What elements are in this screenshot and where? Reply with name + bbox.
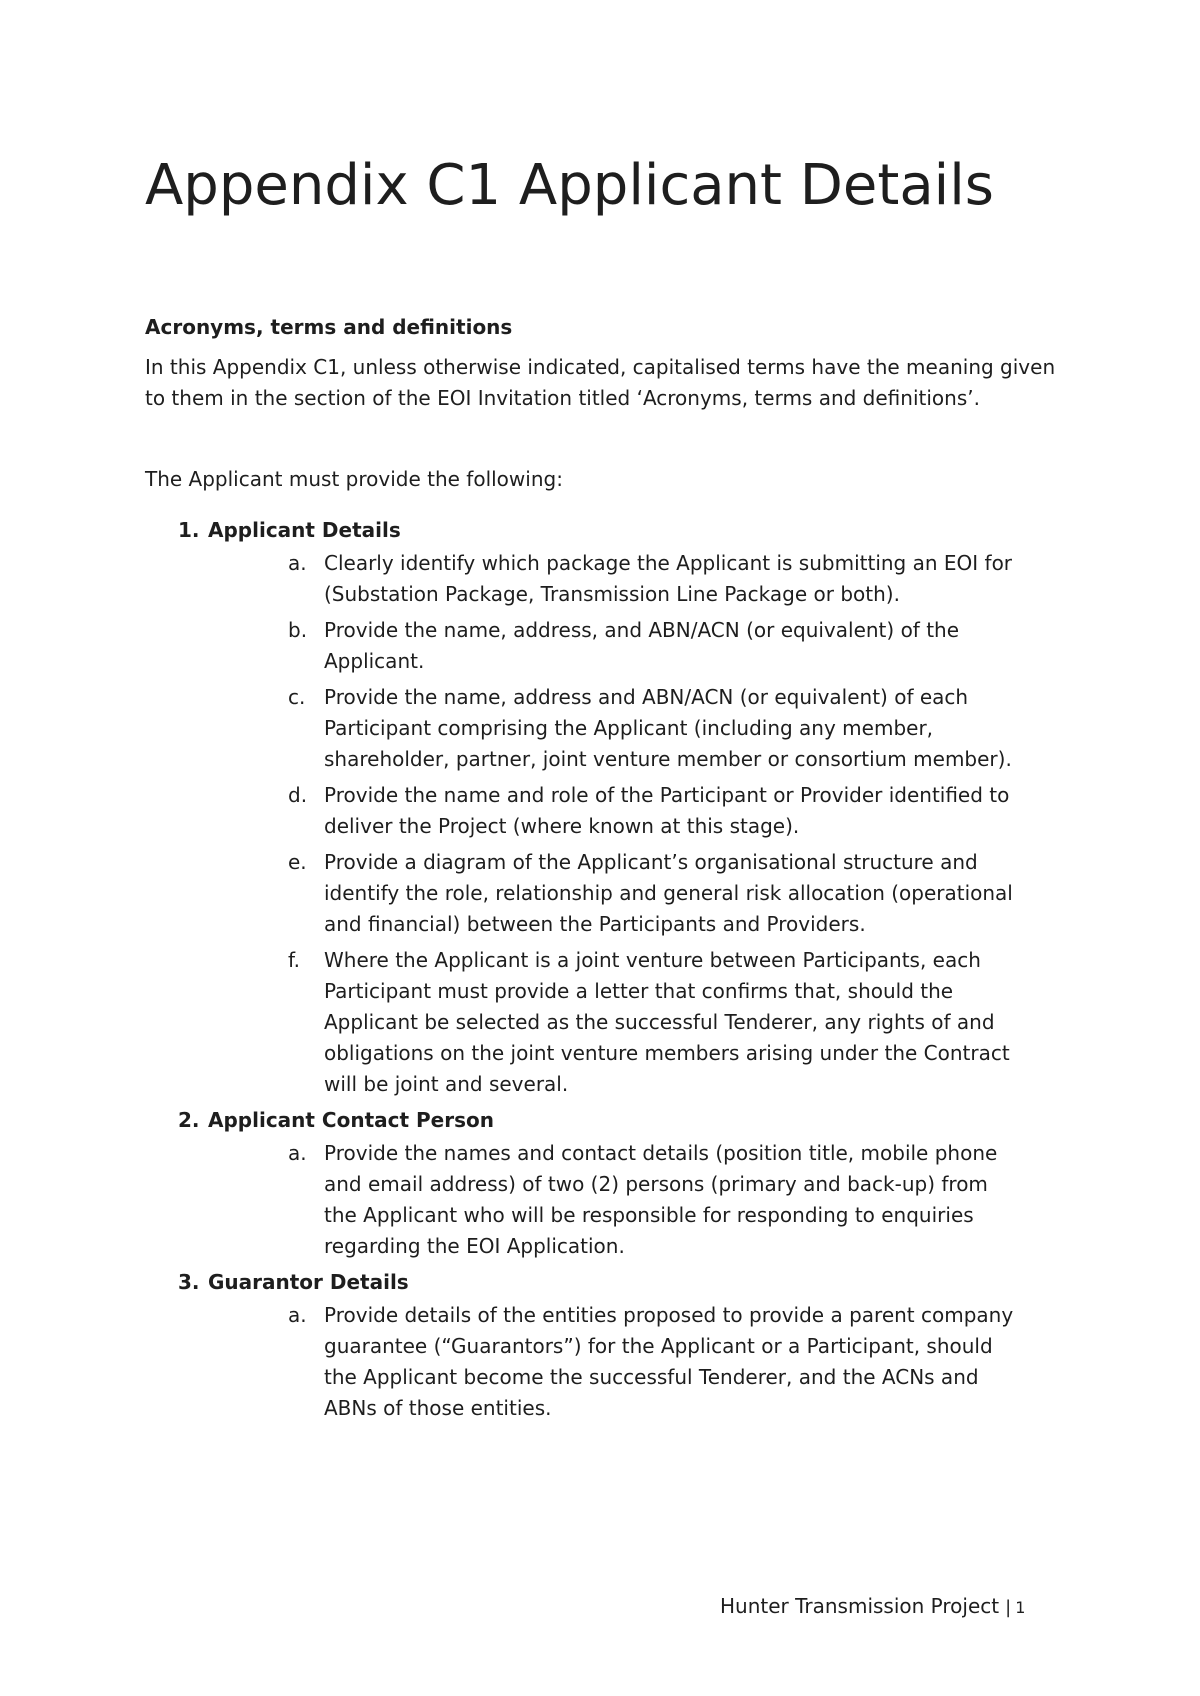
- sub-list-item: [208, 1138, 1024, 1262]
- sub-list-text: Provide the name, address, and ABN/ACN (or equivalent) of the Applicant.: [324, 618, 960, 673]
- sub-list-letter: a.: [288, 1303, 307, 1327]
- sub-list-text: Provide the name, address and ABN/ACN (or equivalent) of each Participant comprising the Applicant (including any member, shareholder, partner, joint venture member or consortium member).: [324, 685, 1012, 771]
- sub-list-letter: c.: [288, 685, 306, 709]
- footer-separator: |: [1005, 1597, 1012, 1618]
- sub-list-letter: e.: [288, 850, 307, 874]
- sub-list-item: [208, 1300, 1024, 1424]
- page-title: Appendix C1 Applicant Details: [145, 153, 994, 218]
- sub-list: [208, 548, 1065, 1100]
- sub-list-text: Provide the name and role of the Participant or Provider identified to deliver the Project (where known at this stage).: [324, 783, 1010, 838]
- section-heading: Applicant Contact Person: [208, 1108, 494, 1132]
- document-body: [145, 312, 1065, 1429]
- intro-paragraph: The Applicant must provide the following:: [145, 467, 563, 491]
- page-number: 1: [1015, 1598, 1026, 1617]
- sub-list: [208, 1300, 1065, 1424]
- list-item-applicant-details: [145, 515, 1065, 1100]
- sub-list-text: Provide a diagram of the Applicant’s organisational structure and identify the role, relationship and general risk allocation (operational and financial) between the Participants and Providers.: [324, 850, 1013, 936]
- sub-list-text: Where the Applicant is a joint venture between Participants, each Participant must provide a letter that confirms that, should the Applicant be selected as the successful Tenderer, any rights of and obligations on the joint venture members arising under the Contract will be joint and several.: [324, 948, 1010, 1096]
- list-number: 3.: [178, 1270, 200, 1294]
- sub-list-letter: d.: [288, 783, 308, 807]
- section-heading: Applicant Details: [208, 518, 401, 542]
- section-heading: Guarantor Details: [208, 1270, 409, 1294]
- list-item-guarantor-details: [145, 1267, 1065, 1424]
- requirements-list: [145, 515, 1065, 1424]
- sub-list-letter: a.: [288, 1141, 307, 1165]
- sub-list-item: [208, 615, 1024, 677]
- sub-list-item: [208, 548, 1024, 610]
- sub-list-letter: a.: [288, 551, 307, 575]
- sub-list-letter: b.: [288, 618, 308, 642]
- acronyms-heading: Acronyms, terms and definitions: [145, 315, 513, 339]
- sub-list-letter: f.: [288, 948, 300, 972]
- sub-list-item: [208, 780, 1024, 842]
- sub-list-item: [208, 945, 1024, 1100]
- footer-project-name: Hunter Transmission Project: [720, 1594, 1000, 1618]
- list-number: 2.: [178, 1108, 200, 1132]
- sub-list: [208, 1138, 1065, 1262]
- list-number: 1.: [178, 518, 200, 542]
- sub-list-text: Clearly identify which package the Applicant is submitting an EOI for (Substation Package, Transmission Line Package or both).: [324, 551, 1013, 606]
- page-footer: [720, 1592, 1025, 1622]
- sub-list-text: Provide the names and contact details (position title, mobile phone and email address) of two (2) persons (primary and back-up) from the Applicant who will be responsible for responding to enquiries regarding the EOI Application.: [324, 1141, 998, 1258]
- sub-list-item: [208, 847, 1024, 940]
- sub-list-text: Provide details of the entities proposed to provide a parent company guarantee (“Guarantors”) for the Applicant or a Participant, should the Applicant become the successful Tenderer, and the ACNs and ABNs of those entities.: [324, 1303, 1014, 1420]
- acronyms-paragraph: In this Appendix C1, unless otherwise indicated, capitalised terms have the meaning given to them in the section of the EOI Invitation titled ‘Acronyms, terms and definitions’.: [145, 355, 1056, 410]
- list-item-applicant-contact-person: [145, 1105, 1065, 1262]
- sub-list-item: [208, 682, 1024, 775]
